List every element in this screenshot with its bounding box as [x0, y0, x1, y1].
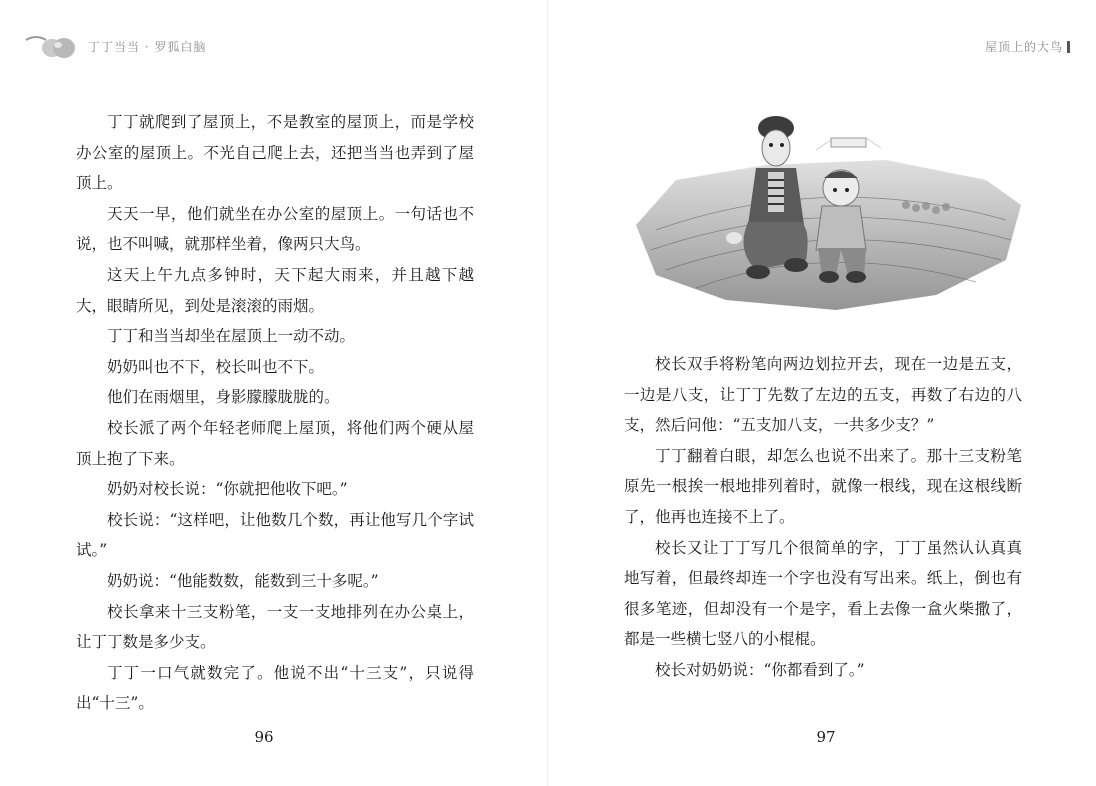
rooftop-illustration	[636, 110, 1024, 315]
paragraph: 校长拿来十三支粉笔，一支一支地排列在办公桌上，让丁丁数是多少支。	[76, 602, 474, 652]
paragraph: 奶奶对校长说：“你就把他收下吧。”	[107, 480, 348, 499]
paragraph: 天天一早，他们就坐在办公室的屋顶上。一句话也不说，也不叫喊，就那样坐着，像两只大鸟。	[76, 204, 474, 254]
paragraph: 这天上午九点多钟时，天下起大雨来，并且越下越大，眼睛所见，到处是滚滚的雨烟。	[76, 265, 474, 315]
paragraph: 丁丁就爬到了屋顶上，不是教室的屋顶上，而是学校办公室的屋顶上。不光自己爬上去，还把当当也弄到了屋顶上。	[76, 113, 474, 193]
page-number-left: 96	[254, 728, 274, 746]
gourd-logo-icon	[22, 30, 82, 62]
right-body-text	[624, 349, 1022, 686]
header-bar-mark	[1067, 41, 1070, 53]
paragraph: 奶奶叫也不下，校长叫也不下。	[107, 357, 325, 376]
running-header-left	[22, 30, 206, 62]
paragraph: 校长又让丁丁写几个很简单的字，丁丁虽然认认真真地写着，但最终却连一个字也没有写出来。纸上，倒也有很多笔迹，但却没有一个是字，看上去像一盒火柴撒了，都是一些横七竖八的小棍棍。	[624, 538, 1022, 649]
running-header-right	[985, 38, 1070, 55]
paragraph: 他们在雨烟里，身影朦朦胧胧的。	[107, 388, 340, 407]
paragraph: 丁丁一口气就数完了。他说不出“十三支”，只说得出“十三”。	[76, 663, 474, 713]
right-page	[548, 0, 1096, 786]
paragraph: 丁丁和当当却坐在屋顶上一动不动。	[107, 327, 356, 346]
chapter-title: 屋顶上的大鸟	[984, 40, 1063, 54]
paragraph: 校长说：“这样吧，让他数几个数，再让他写几个字试试。”	[76, 510, 474, 560]
paragraph: 校长派了两个年轻老师爬上屋顶，将他们两个硬从屋顶上抱了下来。	[76, 418, 474, 468]
paragraph: 丁丁翻着白眼，却怎么也说不出来了。那十三支粉笔原先一根挨一根地排列着时，就像一根线，现在这根线断了，他再也连接不上了。	[624, 446, 1022, 526]
left-body-text	[76, 107, 474, 719]
series-title: 丁丁当当 · 罗狐白脑	[88, 39, 207, 54]
paragraph: 奶奶说：“他能数数，能数到三十多呢。”	[107, 571, 379, 590]
page-number-right: 97	[816, 728, 836, 746]
paragraph: 校长对奶奶说：“你都看到了。”	[655, 660, 865, 679]
paragraph: 校长双手将粉笔向两边划拉开去，现在一边是五支，一边是八支，让丁丁先数了左边的五支，再数了右边的八支，然后问他：“五支加八支，一共多少支？”	[624, 355, 1022, 435]
